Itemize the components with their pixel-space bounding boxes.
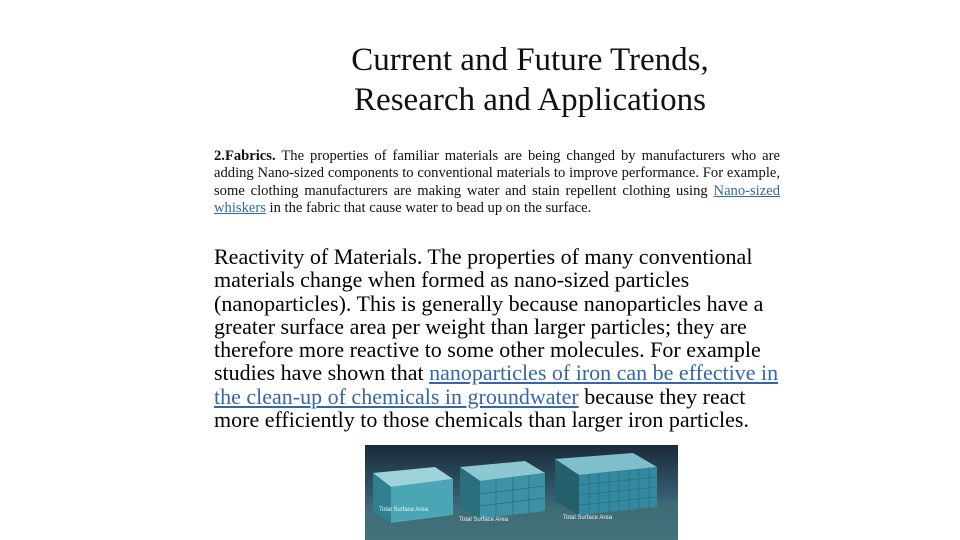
fabrics-heading: 2.Fabrics. [214, 148, 276, 164]
figure-label-2: Total Surface Area [459, 517, 509, 523]
slide-title-line-2: Research and Applications [354, 82, 706, 118]
fabrics-text-2: in the fabric that cause water to bead up on the surface. [265, 200, 592, 217]
fabrics-text-1: The properties of familiar materials are being changed by manufacturers who are adding Nano-sized components to conventional materials to improve performance. For example, some clothing manufacturers are making water and stain repellent clothing using [214, 148, 780, 199]
slide-title [260, 40, 800, 120]
reactivity-paragraph [214, 245, 794, 431]
iron-nanoparticles-link[interactable]: nanoparticles of iron can be effective in the clean-up of chemicals in groundwater [214, 360, 779, 409]
figure-label-1: Total Surface Area [379, 507, 429, 513]
figure-label-3: Total Surface Area [563, 515, 613, 521]
reactivity-text-1: Reactivity of Materials. The properties of many conventional materials change when formed as nano-sized particles (nanoparticles). This is generally because nanoparticles have a greater surface area per weight than larger particles; they are therefore more reactive to some other molecules. For example studies have shown that [214, 244, 764, 386]
slide-title-line-1: Current and Future Trends, [351, 42, 709, 78]
fabrics-paragraph [214, 148, 780, 218]
reactivity-text-2: because they react more efficiently to those chemicals than larger iron particles. [214, 383, 749, 433]
surface-area-illustration [365, 445, 678, 540]
nano-whiskers-link[interactable]: Nano-sized whiskers [214, 182, 780, 217]
surface-area-illustration-art [365, 445, 678, 540]
